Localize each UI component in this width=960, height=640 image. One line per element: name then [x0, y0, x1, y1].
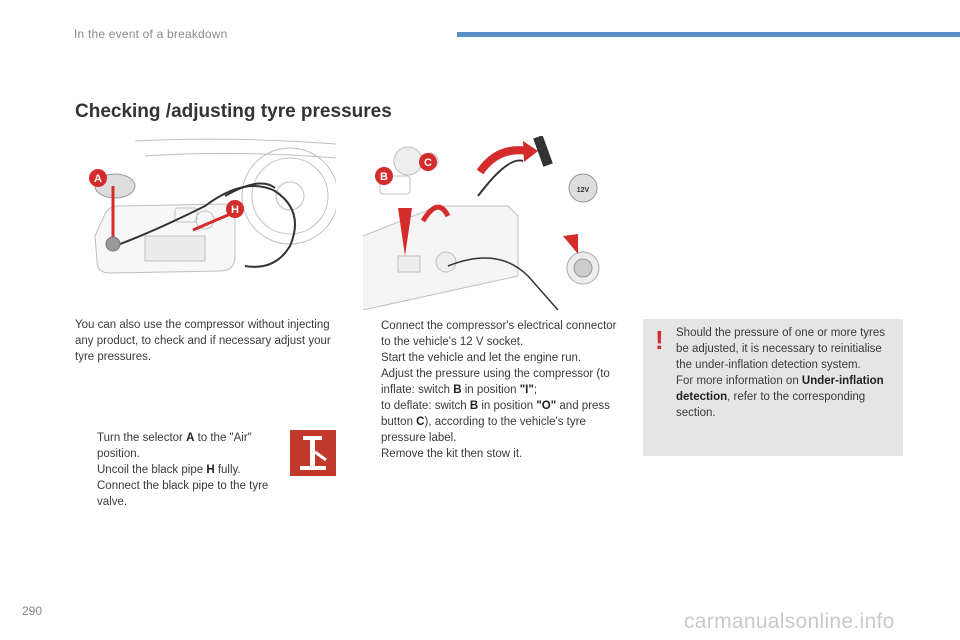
label-h: H [231, 204, 239, 216]
steps-left-list [75, 430, 280, 510]
list-item: Start the vehicle and let the engine run. [381, 352, 582, 364]
page-number: 290 [22, 604, 43, 618]
warning-text: Should the pressure of one or more tyres be adjusted, it is necessary to reinitialise the under-inflation detection system. For more information on Under-inflation detection, refer to the corresponding section. [676, 327, 886, 419]
list-item: Remove the kit then stow it. [381, 448, 523, 460]
label-c: C [424, 157, 432, 169]
watermark: carmanualsonline.info [684, 610, 895, 633]
steps-right-list [359, 318, 619, 462]
list-item: Connect the black pipe to the tyre valve. [97, 480, 269, 508]
label-12v: 12V [576, 187, 590, 194]
intro-paragraph: You can also use the compressor without injecting any product, to check and if necessary adjust your tyre pressures. [75, 319, 331, 363]
list-item: Connect the compressor's electrical connector to the vehicle's 12 V socket. [381, 320, 617, 348]
page-title: Checking /adjusting tyre pressures [75, 101, 392, 122]
warning-icon: ! [655, 325, 664, 355]
compressor-illustration [75, 136, 336, 276]
list-item: Uncoil the black pipe H fully. [97, 464, 241, 476]
warning-box [643, 319, 903, 456]
jack-icon [290, 430, 336, 476]
list-item: Turn the selector A to the "Air" position. [97, 432, 252, 460]
label-a: A [94, 173, 102, 185]
label-b: B [380, 171, 388, 183]
switch-illustration [358, 136, 605, 310]
section-title: In the event of a breakdown [74, 27, 228, 41]
header-bar [457, 32, 960, 37]
list-item: Adjust the pressure using the compressor (to inflate: switch B in position "I"; to deflate: switch B in position "O" and press button C), according to the vehicle's tyre pressure label. [381, 368, 610, 444]
